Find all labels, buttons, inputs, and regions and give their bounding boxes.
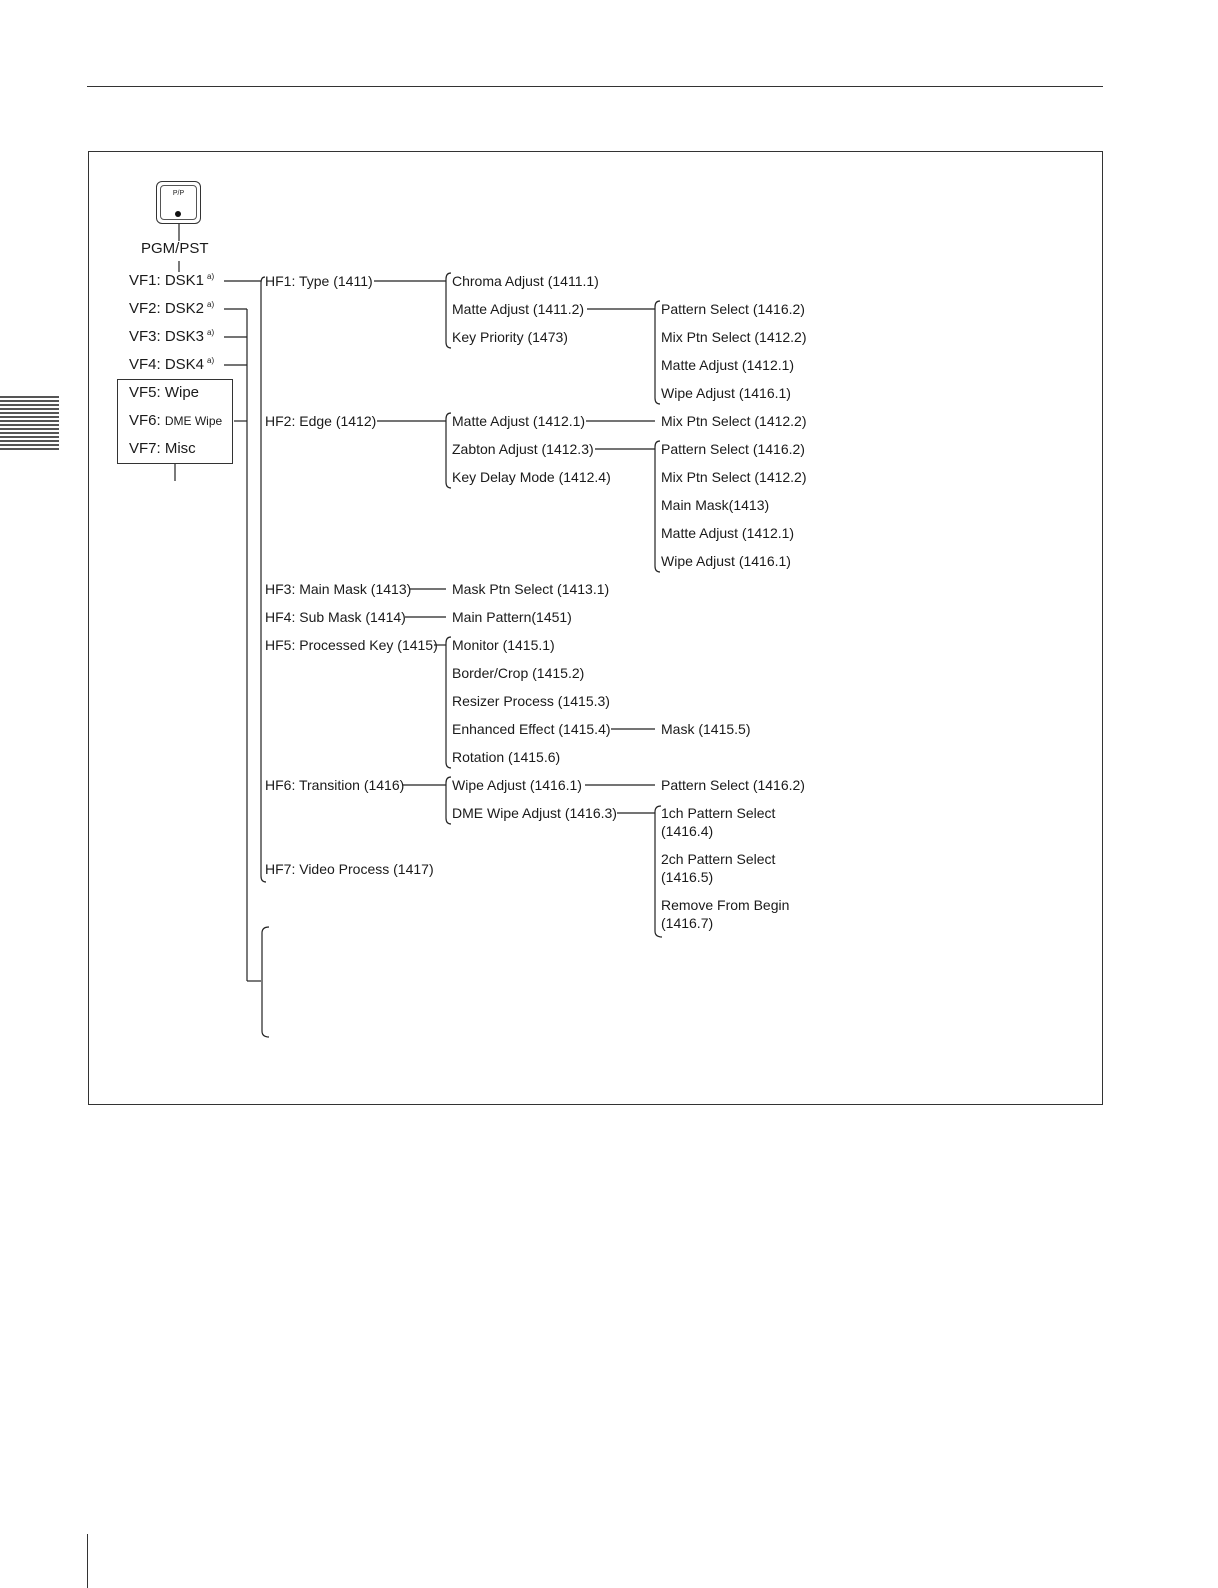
vf1-dsk1[interactable]: VF1: DSK1 $^{a)}$ bbox=[129, 272, 215, 289]
pattern-select-g1[interactable]: Pattern Select (1416.2) bbox=[661, 301, 805, 317]
dme-wipe-adjust[interactable]: DME Wipe Adjust (1416.3) bbox=[452, 805, 617, 821]
resizer-process[interactable]: Resizer Process (1415.3) bbox=[452, 693, 610, 709]
pp-button-label: P/P bbox=[172, 190, 185, 197]
hf5-processed-key[interactable]: HF5: Processed Key (1415) bbox=[265, 637, 438, 653]
key-delay-mode[interactable]: Key Delay Mode (1412.4) bbox=[452, 469, 611, 485]
main-mask-g2[interactable]: Main Mask(1413) bbox=[661, 497, 770, 513]
2ch-pattern-select-code: (1416.5) bbox=[661, 869, 714, 885]
enhanced-effect[interactable]: Enhanced Effect (1415.4) bbox=[452, 721, 611, 737]
hf7-video-process[interactable]: HF7: Video Process (1417) bbox=[265, 861, 434, 877]
hf3-main-mask[interactable]: HF3: Main Mask (1413) bbox=[265, 581, 412, 597]
g2-bracket bbox=[655, 441, 660, 572]
hf1-bracket bbox=[446, 273, 451, 348]
1ch-pattern-select-code: (1416.4) bbox=[661, 823, 714, 839]
hf4-sub-mask[interactable]: HF4: Sub Mask (1414) bbox=[265, 609, 406, 625]
mix-ptn-select-g1[interactable]: Mix Ptn Select (1412.2) bbox=[661, 329, 807, 345]
hf5-bracket bbox=[446, 637, 451, 768]
wipe-adjust[interactable]: Wipe Adjust (1416.1) bbox=[452, 777, 582, 793]
vf7-misc[interactable]: VF7: Misc bbox=[129, 440, 196, 457]
main-pattern[interactable]: Main Pattern(1451) bbox=[452, 609, 572, 625]
g1-bracket bbox=[655, 301, 660, 404]
vf4-dsk4[interactable]: VF4: DSK4 $^{a)}$ bbox=[129, 356, 215, 373]
key-priority[interactable]: Key Priority (1473) bbox=[452, 329, 568, 345]
mix-ptn-select-edge[interactable]: Mix Ptn Select (1412.2) bbox=[661, 413, 807, 429]
wipe-adjust-g2[interactable]: Wipe Adjust (1416.1) bbox=[661, 553, 791, 569]
zabton-adjust[interactable]: Zabton Adjust (1412.3) bbox=[452, 441, 594, 457]
vf3-dsk3[interactable]: VF3: DSK3 $^{a)}$ bbox=[129, 328, 215, 345]
vf6-dme-wipe[interactable]: VF6: DME Wipe bbox=[129, 412, 223, 429]
remove-from-begin-code: (1416.7) bbox=[661, 915, 714, 931]
mix-ptn-select-g2[interactable]: Mix Ptn Select (1412.2) bbox=[661, 469, 807, 485]
hf2-bracket bbox=[446, 413, 451, 488]
hf6-transition[interactable]: HF6: Transition (1416) bbox=[265, 777, 405, 793]
vf5-wipe[interactable]: VF5: Wipe bbox=[129, 384, 200, 401]
wipe-adjust-g1[interactable]: Wipe Adjust (1416.1) bbox=[661, 385, 791, 401]
rotation[interactable]: Rotation (1415.6) bbox=[452, 749, 561, 765]
pgm-pst-caption: PGM/PST bbox=[141, 240, 209, 257]
hf6-bracket bbox=[446, 777, 451, 824]
matte-adjust-g2[interactable]: Matte Adjust (1412.1) bbox=[661, 525, 795, 541]
vf2-dsk2[interactable]: VF2: DSK2 $^{a)}$ bbox=[129, 300, 215, 317]
pattern-select-g2[interactable]: Pattern Select (1416.2) bbox=[661, 441, 805, 457]
chroma-adjust[interactable]: Chroma Adjust (1411.1) bbox=[452, 273, 599, 289]
border-crop[interactable]: Border/Crop (1415.2) bbox=[452, 665, 585, 681]
matte-adjust-g1[interactable]: Matte Adjust (1412.1) bbox=[661, 357, 795, 373]
remove-from-begin[interactable]: Remove From Begin bbox=[661, 897, 790, 913]
hf1-type[interactable]: HF1: Type (1411) bbox=[265, 273, 373, 289]
mask-ptn-select[interactable]: Mask Ptn Select (1413.1) bbox=[452, 581, 610, 597]
matte-adjust-1412[interactable]: Matte Adjust (1412.1) bbox=[452, 413, 586, 429]
monitor[interactable]: Monitor (1415.1) bbox=[452, 637, 555, 653]
hf2-edge[interactable]: HF2: Edge (1412) bbox=[265, 413, 377, 429]
1ch-pattern-select[interactable]: 1ch Pattern Select bbox=[661, 805, 776, 821]
misc-bracket bbox=[262, 927, 269, 1037]
pattern-select-wipe[interactable]: Pattern Select (1416.2) bbox=[661, 777, 805, 793]
matte-adjust-1411[interactable]: Matte Adjust (1411.2) bbox=[452, 301, 585, 317]
2ch-pattern-select[interactable]: 2ch Pattern Select bbox=[661, 851, 776, 867]
mask[interactable]: Mask (1415.5) bbox=[661, 721, 751, 737]
